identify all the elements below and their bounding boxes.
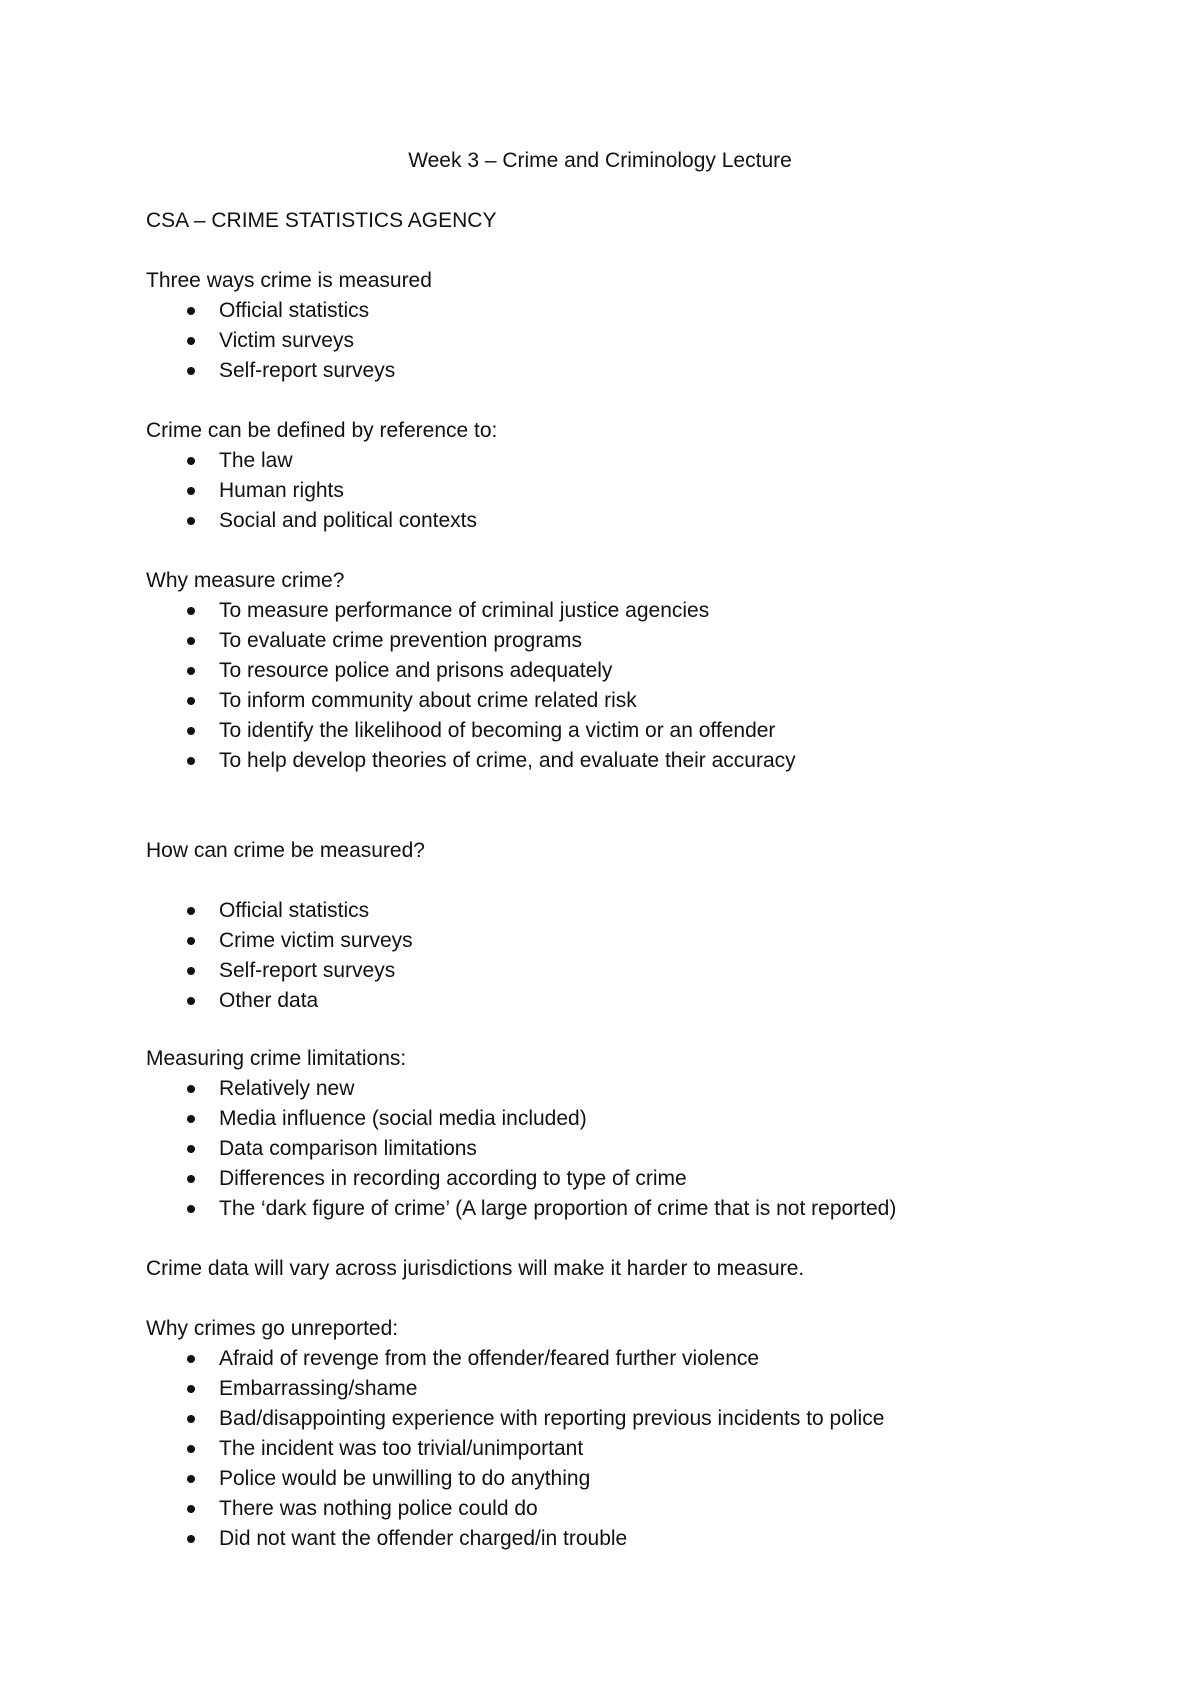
list-item: Relatively new [146, 1074, 1126, 1104]
list-item: To inform community about crime related risk [146, 686, 1126, 716]
list-item: There was nothing police could do [146, 1494, 1126, 1524]
list-item: Media influence (social media included) [146, 1104, 1126, 1134]
page-title: Week 3 – Crime and Criminology Lecture [408, 149, 792, 172]
list-item: The ‘dark figure of crime’ (A large proportion of crime that is not reported) [146, 1194, 1126, 1224]
bullet-list [146, 896, 1126, 1016]
section-heading: How can crime be measured? [146, 839, 425, 862]
list-item: To evaluate crime prevention programs [146, 626, 1126, 656]
list-item: Social and political contexts [146, 506, 1126, 536]
list-item: Bad/disappointing experience with reporting previous incidents to police [146, 1404, 1126, 1434]
section-heading: Crime can be defined by reference to: [146, 419, 498, 442]
list-item: Police would be unwilling to do anything [146, 1464, 1126, 1494]
section-heading: Why measure crime? [146, 569, 345, 592]
section-why-measure [146, 566, 1126, 776]
jurisdictions-note: Crime data will vary across jurisdictions will make it harder to measure. [146, 1257, 805, 1280]
list-item: Other data [146, 986, 1126, 1016]
list-item: To help develop theories of crime, and evaluate their accuracy [146, 746, 1126, 776]
list-item: Data comparison limitations [146, 1134, 1126, 1164]
list-item: Victim surveys [146, 326, 1126, 356]
section-how-measured [146, 836, 1126, 1016]
list-item: The law [146, 446, 1126, 476]
section-unreported [146, 1314, 1126, 1554]
section-heading: Measuring crime limitations: [146, 1047, 407, 1070]
list-item: To measure performance of criminal justice agencies [146, 596, 1126, 626]
list-item: Afraid of revenge from the offender/feared further violence [146, 1344, 1126, 1374]
bullet-list [146, 296, 1126, 386]
list-item: Official statistics [146, 896, 1126, 926]
bullet-list [146, 1344, 1126, 1554]
list-item: Did not want the offender charged/in trouble [146, 1524, 1126, 1554]
list-item: Human rights [146, 476, 1126, 506]
agency-heading: CSA – CRIME STATISTICS AGENCY [146, 209, 497, 232]
section-three-ways [146, 266, 1126, 386]
list-item: Differences in recording according to type of crime [146, 1164, 1126, 1194]
list-item: Self-report surveys [146, 356, 1126, 386]
section-defined [146, 416, 1126, 536]
list-item: Self-report surveys [146, 956, 1126, 986]
bullet-list [146, 596, 1126, 776]
section-heading: Why crimes go unreported: [146, 1317, 399, 1340]
section-limitations [146, 1044, 1126, 1224]
list-item: Official statistics [146, 296, 1126, 326]
list-item: To identify the likelihood of becoming a victim or an offender [146, 716, 1126, 746]
bullet-list [146, 446, 1126, 536]
list-item: Crime victim surveys [146, 926, 1126, 956]
section-heading: Three ways crime is measured [146, 269, 432, 292]
list-item: The incident was too trivial/unimportant [146, 1434, 1126, 1464]
list-item: Embarrassing/shame [146, 1374, 1126, 1404]
bullet-list [146, 1074, 1126, 1224]
list-item: To resource police and prisons adequately [146, 656, 1126, 686]
